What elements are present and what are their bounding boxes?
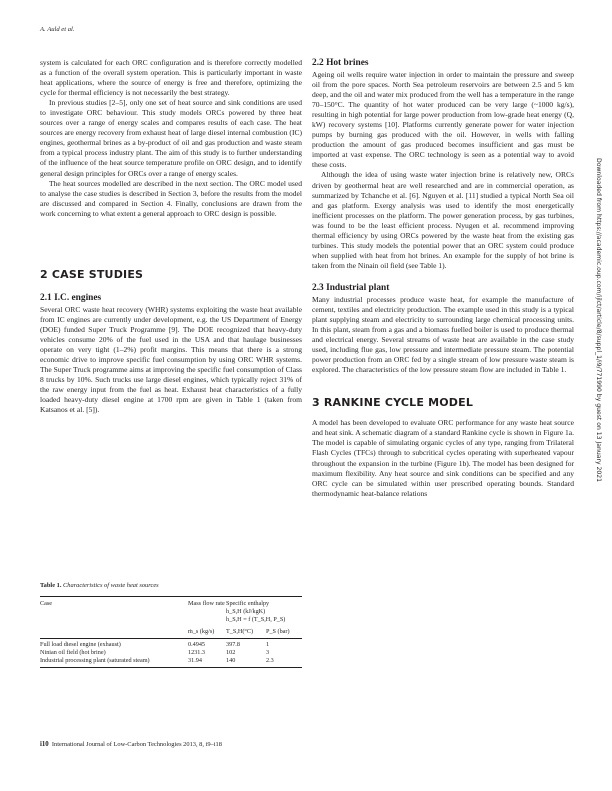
- table-row: [40, 641, 302, 649]
- table-cell: Ninian oil field (hot brine): [40, 649, 106, 656]
- section-heading-rankine-cycle-model: 3 RANKINE CYCLE MODEL: [312, 396, 474, 410]
- table-cell: 0.4945: [188, 641, 206, 648]
- table-header-row: Case Mass flow rate Specific enthalpy h_S,H (kJ/kgK) h_S,H = f (T_S,H, P_S): [40, 600, 286, 623]
- table-cell: 1231.3: [188, 649, 206, 656]
- running-head: A. Auld et al.: [40, 26, 75, 33]
- table-caption: Table 1. Characteristics of waste heat sources: [40, 582, 159, 589]
- paragraph: Several ORC waste heat recovery (WHR) systems exploiting the waste heat available from IC engines are currently under development, e.g. the US Department of Energy (DOE) funded Super Truck Programme [9]. The DOE recognized that heavy-duty vehicles consume 20% of the fuel used in the USA and that haulage businesses operate on very tight (1–2%) profit margins. This means that there is a strong economic drive to improve specific fuel consumption by using ORC WHR systems. The Super Truck programme aims at improving the specific fuel consumption of Class 8 trucks by 10%. Such trucks use large diesel engines, which typically reject 31% of the raw energy input from the fuel as heat. Exhaust heat characteristics of a fully loaded heavy-duty diesel engine at 1700 rpm are given in Table 1 (taken from Katsanos et al. [5]).: [40, 304, 302, 415]
- paragraph: Ageing oil wells require water injection in order to maintain the pressure and sweep oil from the pore spaces. North Sea petroleum reservoirs are between 2.5 and 5 km deep, and the oil and water mix produced from the well has a temperature in the range 70–150°C. The quantity of hot water produced can be very large (~1000 kg/s), resulting in high potential for large power production from low-grade heat energy (Q, kW) recovery systems [10]. Platforms currently generate power for water injection pumps by burning gas produced with the oil. However, in wells with falling production the amount of gas produced becomes insufficient and gas must be imported at vast expense. The ORC technology is seen as a potential way to avoid these costs.: [312, 70, 574, 170]
- download-notice: Downloaded from https://academic.oup.com/ijlct/article/8/suppl_1/i9/771990 by guest on 13 January 2021: [595, 158, 602, 483]
- subsection-heading-hot-brines: 2.2 Hot brines: [312, 58, 369, 68]
- paragraph: Although the idea of using waste water injection brine is relatively new, ORCs driven by geothermal heat are well researched and are in commercial operation, as summarized by Tchanche et al. [6]. Nguyen et al. [11] studied a typical North Sea oil and gas platform. Exergy analysis was used to identify the most energetically inefficient processes on the platform. The power generation process, by gas turbines, was found to be the least efficient process. Nyugen et al. recommend improving thermal efficiency by using ORCs powered by the waste heat from the existing gas turbines. This study models the potential power that an ORC system could produce when supplied with heat from hot brines. An example for the supply of hot brine is taken from the Ninain oil field (see Table 1).: [312, 170, 574, 270]
- download-sidebar: [593, 158, 602, 558]
- table-row: [40, 649, 302, 657]
- table-cell: 1: [266, 641, 270, 648]
- table-cell: 31.94: [188, 657, 202, 664]
- table-cell: Industrial processing plant (saturated steam): [40, 657, 150, 664]
- table-cell: 397.8: [226, 641, 240, 648]
- table-cell: 3: [266, 649, 270, 656]
- page-number: i10: [40, 741, 49, 748]
- table-1: [40, 582, 302, 668]
- subsection-heading-industrial-plant: 2.3 Industrial plant: [312, 282, 390, 293]
- table-row: [40, 657, 302, 665]
- paragraph: Many industrial processes produce waste heat, for example the manufacture of cement, textiles and electricity production. The example used in this study is a typical plant supplying steam and electricity to surrounding large chemical processing units. In this plant, steam from a gas and a biomass fuelled boiler is used to produce thermal and electrical energy. Several streams of waste heat are available in the case study used, including flue gas, low pressure and intermediate pressure steam. The potential power production from an ORC fed by a single stream of low pressure waste steam is explored. The characteristics of the low pressure steam flow are included in Table 1.: [312, 294, 574, 375]
- table-cell: 140: [226, 657, 236, 664]
- right-column: [312, 58, 574, 499]
- journal-citation: International Journal of Low-Carbon Technologies 2013, 8, i9–i18: [51, 741, 222, 748]
- table-cell: 2.3: [266, 657, 274, 664]
- paragraph: The heat sources modelled are described in the next section. The ORC model used to analyse the case studies is described in Section 3, before the results from the model are discussed and compared in Section 4. Finally, conclusions are drawn from the work concerning to what extent a general approach to ORC design is possible.: [40, 178, 302, 218]
- table-units-row: ṁ_s (kg/s) T_S,H(°C) P_S (bar): [188, 628, 290, 635]
- paragraph: system is calculated for each ORC configuration and is therefore correctly modelled as a function of the overall system operation. This is particularly important in waste heat applications, where the source of energy is free and therefore, optimizing the cycle for thermal efficiency is not necessarily the best strategy.: [40, 58, 302, 98]
- table-cell: 102: [226, 649, 236, 656]
- left-column: [40, 58, 302, 415]
- paragraph: In previous studies [2–5], only one set of heat source and sink conditions are used to investigate ORC behaviour. This study models ORCs powered by three heat sources over a range of energy scales and compares results of each case. The heat sources are energy recovery from exhaust heat of large diesel internal combustion (IC) engines, geothermal brines as a by-product of oil and gas production and waste steam from a typical process industry plant. The aim of this study is to further understanding of the influence of the heat source temperature profile on ORC design, and to identify general design principles for ORCs over a range of energy scales.: [40, 98, 302, 178]
- subsection-heading-ic-engines: 2.1 I.C. engines: [40, 292, 102, 303]
- paragraph: A model has been developed to evaluate ORC performance for any waste heat source and heat sink. A schematic diagram of a standard Rankine cycle is shown in Figure 1a. The model is capable of simulating organic cycles of any type, ranging from Trilateral Flash Cycles (TFCs) through to subcritical cycles operating with superheated vapour throughout the expansion in the turbine (Figure 1b). The model has been designed for maximum flexibility. Any heat source and sink conditions can be specified and any ORC cycle can be simulated within user prescribed operating bounds. Standard thermodynamic heat-balance relations: [312, 418, 574, 498]
- page-footer: [40, 741, 222, 748]
- section-heading-case-studies: 2 CASE STUDIES: [40, 267, 144, 281]
- table-cell: Full load diesel engine (exhaust): [40, 641, 121, 648]
